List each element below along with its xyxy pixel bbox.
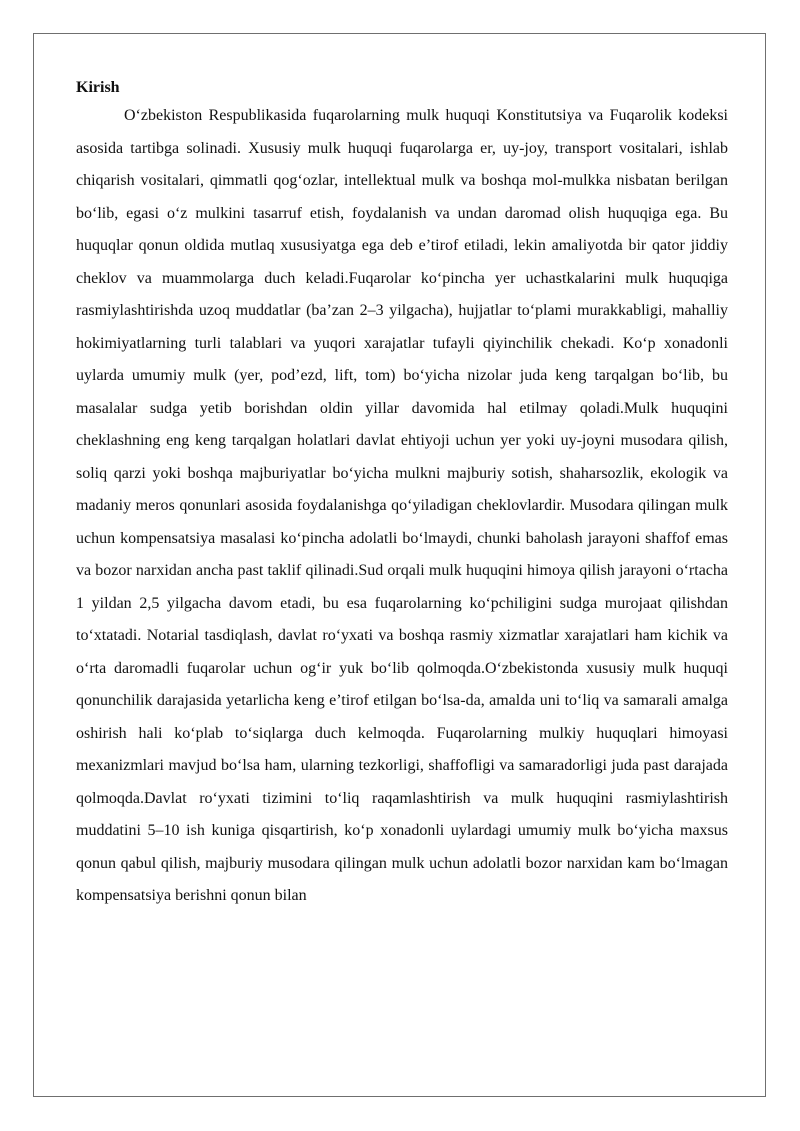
body-paragraph: O‘zbekiston Respublikasida fuqarolarning mulk huquqi Konstitutsiya va Fuqarolik kodeksi asosida tartibga solinadi. Xususiy mulk huquqi fuqarolarga er, uy-joy, transport vositalari, ishlab chiqarish vositalari, qimmatli qog‘ozlar, intellektual mulk va boshqa mol-mulkka nisbatan berilgan bo‘lib, egasi o‘z mulkini tasarruf etish, foydalanish va undan daromad olish huquqiga ega. Bu huquqlar qonun oldida mutlaq xususiyatga ega deb e’tirof etiladi, lekin amaliyotda bir qator jiddiy cheklov va muammolarga duch keladi.Fuqarolar ko‘pincha yer uchastkalarini mulk huquqiga rasmiylashtirishda uzoq muddatlar (ba’zan 2–3 yilgacha), hujjatlar to‘plami murakkabligi, mahalliy hokimiyatlarning turli talablari va yuqori xarajatlar tufayli qiyinchilik chekadi. Ko‘p xonadonli uylarda umumiy mulk (yer, pod’ezd, lift, tom) bo‘yicha nizolar juda keng tarqalgan bo‘lib, bu masalalar sudga yetib borishdan oldin yillar davomida hal etilmay qoladi.Mulk huquqini cheklashning eng keng tarqalgan holatlari davlat ehtiyoji uchun yer yoki uy-joyni musodara qilish, soliq qarzi yoki boshqa majburiyatlar bo‘yicha mulkni majburiy sotish, shaharsozlik, ekologik va madaniy meros qonunlari asosida foydalanishga qo‘yiladigan cheklovlardir. Musodara qilingan mulk uchun kompensatsiya masalasi ko‘pincha adolatli bo‘lmaydi, chunki baholash jarayoni shaffof emas va bozor narxidan ancha past taklif qilinadi.Sud orqali mulk huquqini himoya qilish jarayoni o‘rtacha 1 yildan 2,5 yilgacha davom etadi, bu esa fuqarolarning ko‘pchiligini sudga murojaat qilishdan to‘xtatadi. Notarial tasdiqlash, davlat ro‘yxati va boshqa rasmiy xizmatlar xarajatlari ham kichik va o‘rta daromadli fuqarolar uchun og‘ir yuk bo‘lib qolmoqda.O‘zbekistonda xususiy mulk huquqi qonunchilik darajasida yetarlicha keng e’tirof etilgan bo‘lsa-da, amalda uni to‘liq va samarali amalga oshirish hali ko‘plab to‘siqlarga duch kelmoqda. Fuqarolarning mulkiy huquqlari himoyasi mexanizmlari mavjud bo‘lsa ham, ularning tezkorligi, shaffofligi va samaradorligi juda past darajada qolmoqda.Davlat ro‘yxati tizimini to‘liq raqamlashtirish va mulk huquqini rasmiylashtirish muddatini 5–10 ish kuniga qisqartirish, ko‘p xonadonli uylardagi umumiy mulk bo‘yicha maxsus qonun qabul qilish, majburiy musodara qilingan mulk uchun adolatli bozor narxidan kam bo‘lmagan kompensatsiya berishni qonun bilan	[76, 107, 728, 904]
document-content	[76, 76, 728, 913]
document-page	[33, 33, 766, 1097]
section-heading: Kirish	[76, 79, 120, 96]
